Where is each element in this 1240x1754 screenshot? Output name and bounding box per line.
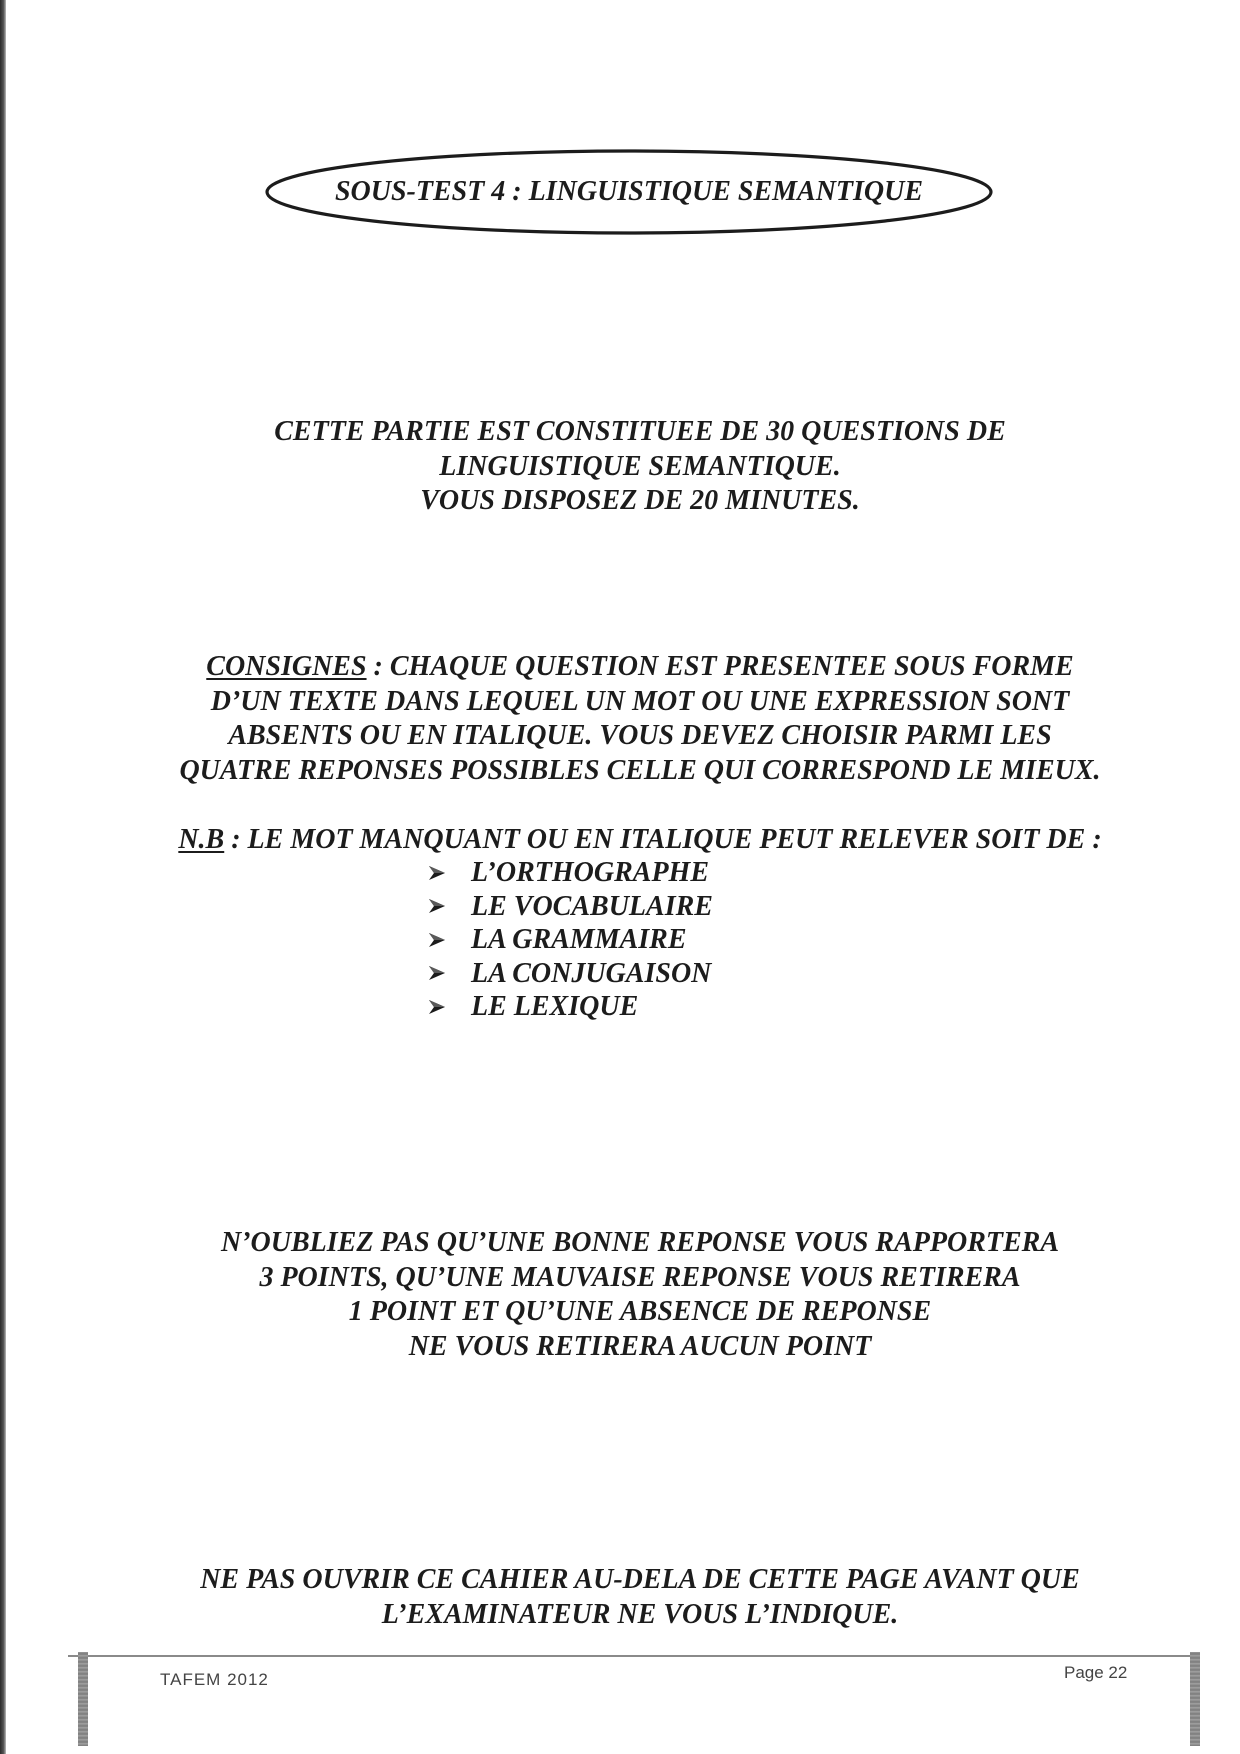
intro-line: VOUS DISPOSEZ DE 20 MINUTES.	[420, 485, 860, 516]
categories-list	[428, 856, 713, 1024]
list-item	[428, 990, 713, 1024]
arrow-bullet-icon	[428, 931, 446, 949]
arrow-bullet-icon	[428, 998, 446, 1016]
intro-line: CETTE PARTIE EST CONSTITUEE DE 30 QUESTIONS DE	[274, 416, 1006, 447]
scoring-line: N’OUBLIEZ PAS QU’UNE BONNE REPONSE VOUS RAPPORTERA	[220, 1227, 1060, 1258]
footer-right-bar	[1190, 1652, 1200, 1746]
instructions-line	[90, 650, 1190, 685]
scoring-paragraph	[90, 1226, 1190, 1364]
scoring-line: 1 POINT ET QU’UNE ABSENCE DE REPONSE	[348, 1296, 932, 1327]
arrow-bullet-icon	[428, 864, 446, 882]
note-text: : LE MOT MANQUANT OU EN ITALIQUE PEUT RELEVER SOIT DE :	[224, 824, 1102, 855]
section-title: SOUS-TEST 4 : LINGUISTIQUE SEMANTIQUE	[334, 176, 924, 207]
arrow-bullet-icon	[428, 964, 446, 982]
note-line	[90, 823, 1190, 858]
list-item	[428, 890, 713, 924]
footer-page-number: Page 22	[1064, 1663, 1128, 1682]
instructions-text: : CHAQUE QUESTION EST PRESENTEE SOUS FORME	[366, 651, 1074, 682]
note-label: N.B	[178, 824, 225, 855]
intro-line: LINGUISTIQUE SEMANTIQUE.	[439, 450, 841, 482]
instructions-line: QUATRE REPONSES POSSIBLES CELLE QUI CORRESPOND LE MIEUX.	[179, 754, 1101, 786]
instructions-line: ABSENTS OU EN ITALIQUE. VOUS DEVEZ CHOISIR PARMI LES	[228, 720, 1052, 751]
list-item-label: L’ORTHOGRAPHE	[471, 857, 710, 888]
footer-divider	[68, 1655, 1198, 1657]
footer-exam-label: TAFEM 2012	[160, 1670, 269, 1689]
warning-paragraph	[90, 1563, 1190, 1632]
list-item-label: LA CONJUGAISON	[471, 957, 712, 989]
instructions-line: D’UN TEXTE DANS LEQUEL UN MOT OU UNE EXPRESSION SONT	[210, 685, 1070, 717]
warning-line: NE PAS OUVRIR CE CAHIER AU-DELA DE CETTE PAGE AVANT QUE	[200, 1564, 1080, 1595]
list-item-label: LE LEXIQUE	[471, 991, 639, 1022]
footer-left-bar	[78, 1652, 88, 1746]
instructions-paragraph	[90, 650, 1190, 788]
list-item-label: LE VOCABULAIRE	[471, 890, 713, 922]
scan-edge-shadow	[0, 0, 6, 1754]
intro-paragraph	[90, 415, 1190, 519]
list-item	[428, 923, 713, 957]
instructions-label: CONSIGNES	[206, 651, 367, 682]
warning-line: L’EXAMINATEUR NE VOUS L’INDIQUE.	[381, 1598, 899, 1630]
scoring-line: 3 POINTS, QU’UNE MAUVAISE REPONSE VOUS RETIRERA	[259, 1261, 1021, 1293]
list-item	[428, 856, 713, 890]
list-item	[428, 957, 713, 991]
note-text-line	[90, 823, 1190, 858]
arrow-bullet-icon	[428, 897, 446, 915]
list-item-label: LA GRAMMAIRE	[471, 924, 687, 955]
scoring-line: NE VOUS RETIRERA AUCUN POINT	[408, 1330, 872, 1362]
